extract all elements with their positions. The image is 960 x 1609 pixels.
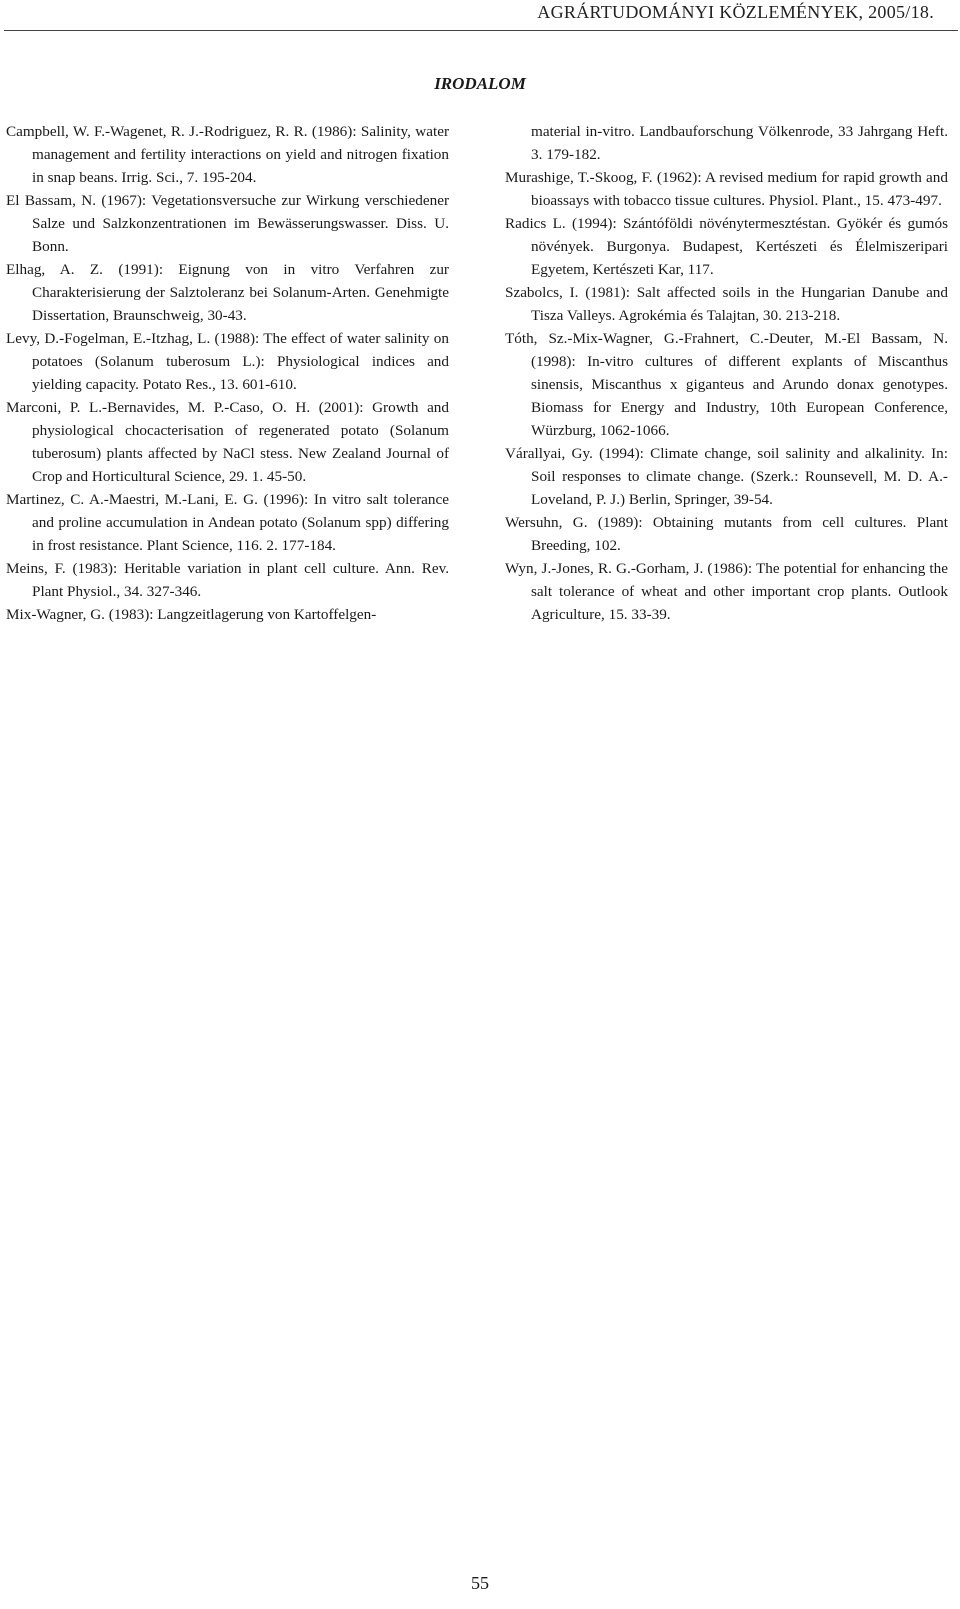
reference-continuation: material in-vitro. Landbauforschung Völkenrode, 33 Jahrgang Heft. 3. 179-182. [531,123,948,163]
reference-item: Marconi, P. L.-Bernavides, M. P.-Caso, O. H. (2001): Growth and physiological chocacterisation of regenerated potato (Solanum tuberosum) plants affected by NaCl stess. New Zealand Journal of Crop and Horticultural Science, 29. 1. 45-50. [6,399,449,485]
reference-item: Campbell, W. F.-Wagenet, R. J.-Rodriguez, R. R. (1986): Salinity, water management and fertility interactions on yield and nitrogen fixation in snap beans. Irrig. Sci., 7. 195-204. [6,123,449,186]
reference-item: Wersuhn, G. (1989): Obtaining mutants from cell cultures. Plant Breeding, 102. [505,514,948,554]
reference-item: Radics L. (1994): Szántóföldi növénytermesztéstan. Gyökér és gumós növények. Burgonya. Budapest, Kertészeti és Élelmiszeripari Egyetem, Kertészeti Kar, 117. [505,215,948,278]
reference-item: Meins, F. (1983): Heritable variation in plant cell culture. Ann. Rev. Plant Physiol., 34. 327-346. [6,560,449,600]
reference-item: Tóth, Sz.-Mix-Wagner, G.-Frahnert, C.-Deuter, M.-El Bassam, N. (1998): In-vitro cultures of different explants of Miscanthus sinensis, Miscanthus x giganteus and Arundo donax genotypes. Biomass for Energy and Industry, 10th European Conference, Würzburg, 1062-1066. [505,330,948,439]
reference-item: Szabolcs, I. (1981): Salt affected soils in the Hungarian Danube and Tisza Valleys. Agrokémia és Talajtan, 30. 213-218. [505,284,948,324]
reference-item: Mix-Wagner, G. (1983): Langzeitlagerung von Kartoffelgen- [6,606,377,623]
reference-item: Várallyai, Gy. (1994): Climate change, soil salinity and alkalinity. In: Soil responses to climate change. (Szerk.: Rounsevell, M. D. A.-Loveland, P. J.) Berlin, Springer, 39-54. [505,445,948,508]
reference-item: Wyn, J.-Jones, R. G.-Gorham, J. (1986): The potential for enhancing the salt tolerance of wheat and other important crop plants. Outlook Agriculture, 15. 33-39. [505,560,948,623]
reference-item: Martinez, C. A.-Maestri, M.-Lani, E. G. (1996): In vitro salt tolerance and proline accumulation in Andean potato (Solanum spp) differing in frost resistance. Plant Science, 116. 2. 177-184. [6,491,449,554]
reference-item: Elhag, A. Z. (1991): Eignung von in vitro Verfahren zur Charakterisierung der Salztoleranz bei Solanum-Arten. Genehmigte Dissertation, Braunschweig, 30-43. [6,261,449,324]
page-number: 55 [471,1573,489,1593]
references-right-column [505,120,948,626]
reference-item: El Bassam, N. (1967): Vegetationsversuche zur Wirkung verschiedener Salze und Salzkonzentrationen im Bewässerungswasser. Diss. U. Bonn. [6,192,449,255]
references-left-column [6,120,449,626]
section-title: IRODALOM [434,74,526,93]
running-head: AGRÁRTUDOMÁNYI KÖZLEMÉNYEK, 2005/18. [537,2,934,22]
header-rule [4,30,958,31]
reference-item: Murashige, T.-Skoog, F. (1962): A revised medium for rapid growth and bioassays with tobacco tissue cultures. Physiol. Plant., 15. 473-497. [505,169,948,209]
reference-item: Levy, D.-Fogelman, E.-Itzhag, L. (1988): The effect of water salinity on potatoes (Solanum tuberosum L.): Physiological indices and yielding capacity. Potato Res., 13. 601-610. [6,330,449,393]
